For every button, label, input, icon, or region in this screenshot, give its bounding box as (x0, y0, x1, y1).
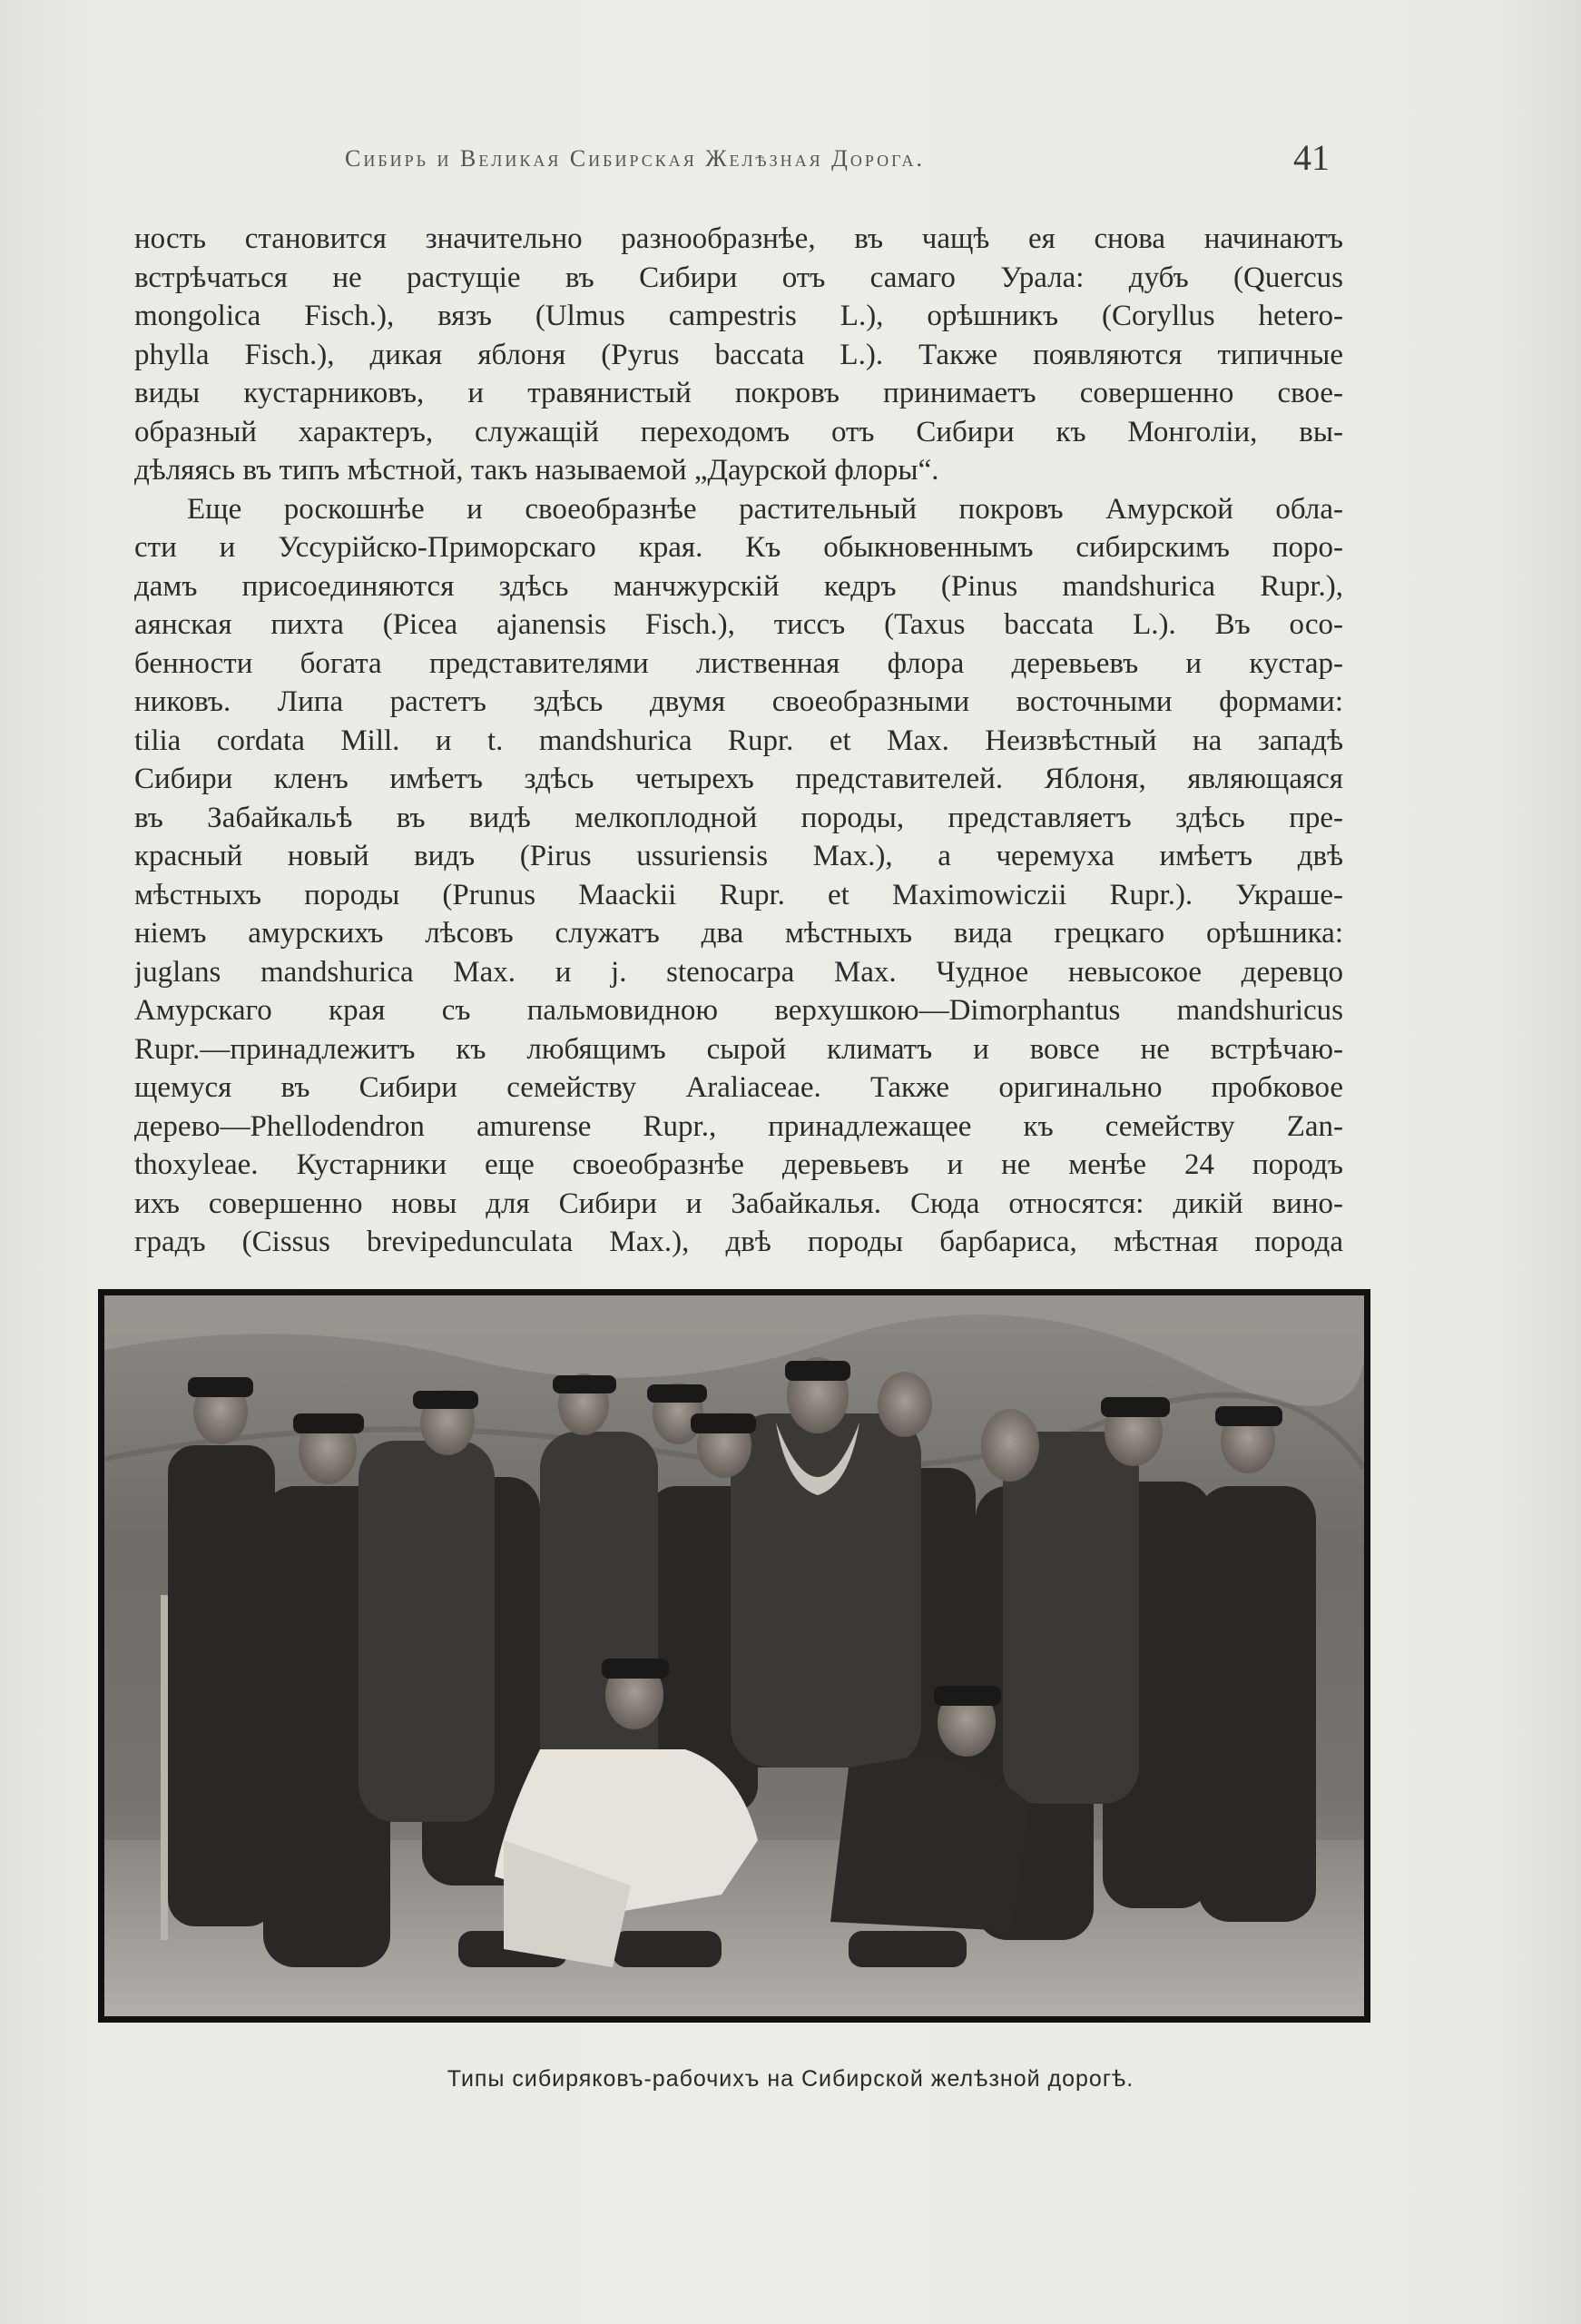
text-line: щемуся въ Сибири семейству Araliaceae. Также оригинально пробковое (134, 1071, 1343, 1104)
text-line: встрѣчаться не растущіе въ Сибири отъ самаго Урала: дубъ (Quercus (134, 261, 1343, 294)
figure-caption: Типы сибиряковъ-рабочихъ на Сибирской желѣзной дорогѣ. (447, 2066, 1134, 2092)
text-line: сти и Уссурійско-Приморскаго края. Къ обыкновеннымъ сибирскимъ поро- (134, 531, 1343, 564)
text-line: Амурскаго края съ пальмовидною верхушкою—Dimorphantus mandshuricus (134, 994, 1343, 1027)
text-line: ность становится значительно разнообразнѣе, въ чащѣ ея снова начинаютъ (134, 222, 1343, 255)
text-line: thoxyleae. Кустарники еще своеобразнѣе деревьевъ и не менѣе 24 породъ (134, 1148, 1343, 1181)
text-line: аянская пихта (Picea ajanensis Fisch.), тиссъ (Taxus baccata L.). Въ осо- (134, 608, 1343, 641)
page-number: 41 (1293, 137, 1330, 178)
group-photograph (104, 1295, 1364, 2016)
text-line: въ Забайкальѣ въ видѣ мелкоплодной породы, представляетъ здѣсь пре- (134, 801, 1343, 834)
text-line: виды кустарниковъ, и травянистый покровъ принимаетъ совершенно свое- (134, 377, 1343, 409)
text-line: phylla Fisch.), дикая яблоня (Pyrus baccata L.). Также появляются типичные (134, 338, 1343, 371)
text-line: мѣстныхъ породы (Prunus Maackii Rupr. et Maximowiczii Rupr.). Украше- (134, 878, 1343, 911)
text-line: tilia cordata Mill. и t. mandshurica Rupr. et Max. Неизвѣстный на западѣ (134, 724, 1343, 757)
text-line: mongolica Fisch.), вязъ (Ulmus campestris L.), орѣшникъ (Coryllus hetero- (134, 300, 1343, 332)
text-line: красный новый видъ (Pirus ussuriensis Max.), а черемуха имѣетъ двѣ (134, 840, 1343, 872)
text-line: дамъ присоединяются здѣсь манчжурскій кедръ (Pinus mandshurica Rupr.), (134, 569, 1343, 603)
text-line: Еще роскошнѣе и своеобразнѣе растительный покровъ Амурской обла- (187, 492, 1343, 526)
text-line: дѣляясь въ типъ мѣстной, такъ называемой „Даурской флоры“. (134, 454, 939, 487)
text-line: ніемъ амурскихъ лѣсовъ служатъ два мѣстныхъ вида грецкаго орѣшника: (134, 917, 1343, 950)
running-title: Сибирь и Великая Сибирская Желѣзная Дорога. (345, 145, 926, 172)
text-line: ихъ совершенно новы для Сибири и Забайкалья. Сюда относятся: дикій вино- (134, 1187, 1343, 1220)
text-line: образный характеръ, служащій переходомъ отъ Сибири къ Монголіи, вы- (134, 415, 1343, 448)
text-line: Сибири кленъ имѣетъ здѣсь четырехъ представителей. Яблоня, являющаяся (134, 763, 1343, 795)
photograph-frame (98, 1289, 1370, 2023)
text-line: дерево—Phellodendron amurense Rupr., принадлежащее къ семейству Zan- (134, 1109, 1343, 1143)
text-line: Rupr.—принадлежитъ къ любящимъ сырой климатъ и вовсе не встрѣчаю- (134, 1032, 1343, 1066)
text-line: градъ (Cissus brevipedunculata Max.), двѣ породы барбариса, мѣстная порода (134, 1226, 1343, 1258)
text-line: бенности богата представителями лиственная флора деревьевъ и кустар- (134, 646, 1343, 680)
text-line: никовъ. Липа растетъ здѣсь двумя своеобразными восточными формами: (134, 685, 1343, 718)
body-text (134, 220, 1343, 1262)
text-line: juglans mandshurica Max. и j. stenocarpa Max. Чудное невысокое деревцо (134, 955, 1343, 989)
